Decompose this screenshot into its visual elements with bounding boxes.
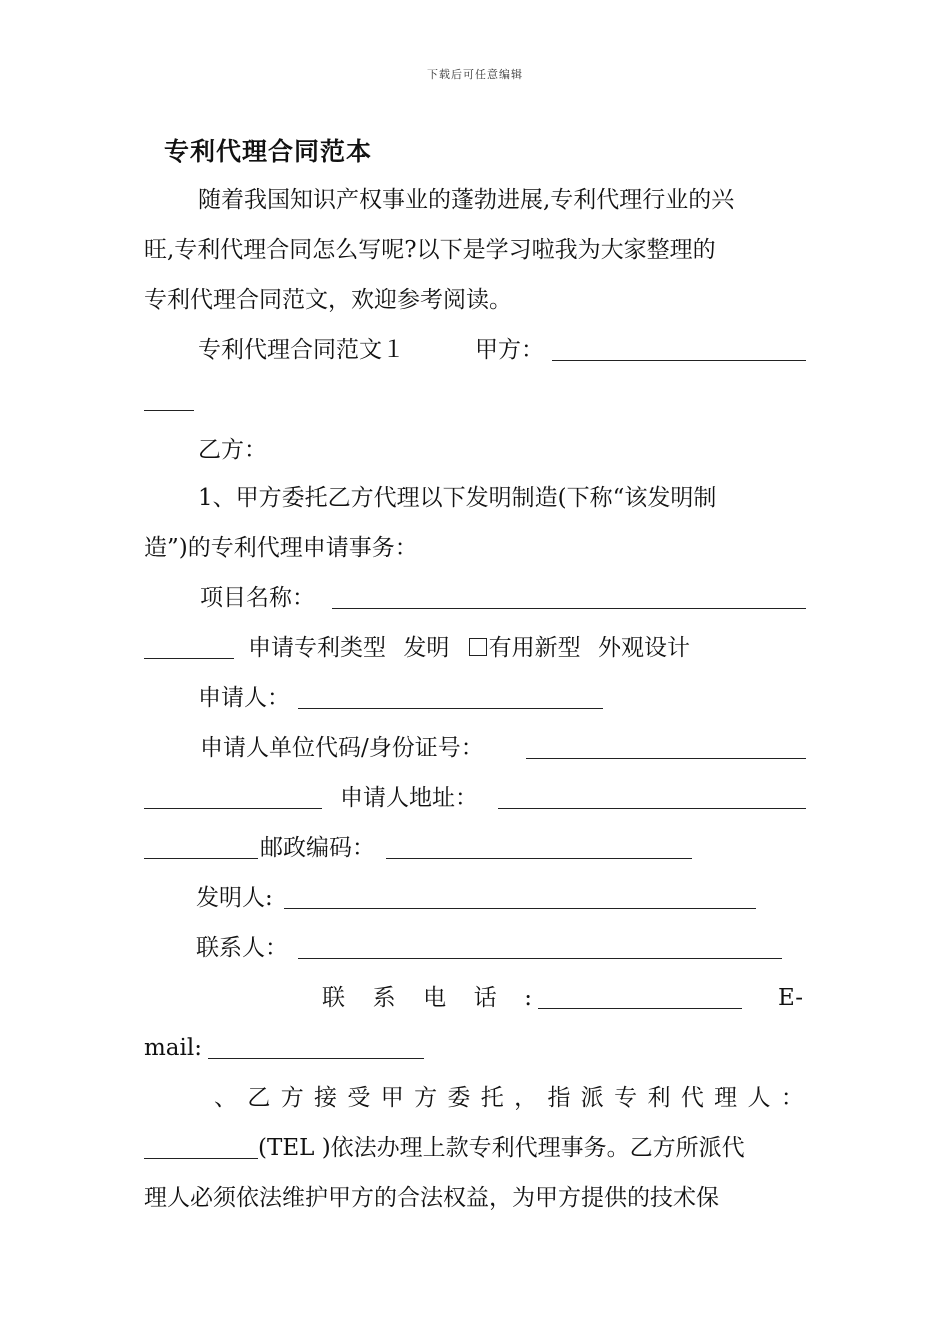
type-utility: 有用新型 (488, 635, 581, 661)
clause2-char: 利 (647, 1085, 671, 1111)
clause2-char: 代 (680, 1085, 704, 1111)
project-name-blank (332, 586, 806, 609)
phone-label (322, 984, 532, 1012)
contact-blank (298, 936, 782, 959)
clause2-char: ： (780, 1085, 804, 1111)
email-label: mail: (144, 1035, 202, 1061)
clause2-char: 方 (280, 1085, 304, 1111)
clause2-char: 派 (580, 1085, 604, 1111)
postcode-blank (386, 836, 692, 859)
patent-type-row (248, 634, 690, 662)
phone-char: : (524, 985, 532, 1011)
party-a-blank (552, 338, 806, 361)
clause2-char: ， (514, 1085, 538, 1111)
intro-line-1: 随着我国知识产权事业的蓬勃进展,专利代理行业的兴 (198, 187, 735, 213)
patent-type-label: 申请专利类型 (248, 635, 386, 661)
intro-line-2: 旺,专利代理合同怎么写呢?以下是学习啦我为大家整理的 (144, 237, 716, 263)
project-name-blank-cont (144, 636, 234, 659)
clause2-char: 甲 (380, 1085, 404, 1111)
inventor-blank (284, 886, 756, 909)
party-a-label: 甲方： (475, 337, 544, 363)
agent-blank (144, 1136, 258, 1159)
party-b-label: 乙方： (198, 437, 267, 463)
email-prefix: E- (778, 985, 803, 1011)
applicant-id-label: 申请人单位代码/身份证号： (200, 735, 484, 761)
clause2-char: 受 (347, 1085, 371, 1111)
clause2-char: 、 (214, 1085, 237, 1111)
applicant-label: 申请人： (198, 685, 290, 711)
checkbox-icon (469, 638, 487, 656)
phone-char: 联 (322, 985, 345, 1011)
clause2-char: 托 (480, 1085, 504, 1111)
party-a-blank-cont (144, 388, 194, 411)
type-invention: 发明 (403, 635, 450, 661)
clause2-char: 接 (314, 1085, 338, 1111)
applicant-id-blank (526, 736, 806, 759)
clause2-char: 专 (614, 1085, 638, 1111)
applicant-id-blank-cont (144, 786, 322, 809)
clause1-line-2: 造”)的专利代理申请事务： (144, 535, 418, 561)
type-design: 外观设计 (597, 635, 690, 661)
project-name-label: 项目名称： (200, 585, 315, 611)
phone-char: 系 (372, 985, 396, 1011)
clause1-line-1: 1、甲方委托乙方代理以下发明制造(下称“该发明制 (198, 485, 717, 511)
email-blank (208, 1036, 424, 1059)
applicant-address-label: 申请人地址： (340, 785, 478, 811)
intro-line-3: 专利代理合同范文，欢迎参考阅读。 (144, 287, 512, 313)
contact-label: 联系人： (196, 935, 288, 961)
postcode-label: 邮政编码： (260, 835, 375, 861)
contract-subtitle: 专利代理合同范文１ (198, 337, 405, 363)
clause2-char: 委 (447, 1085, 471, 1111)
clause2-char: 乙 (247, 1085, 271, 1111)
clause2-char: 方 (414, 1085, 438, 1111)
clause2-char: 指 (547, 1085, 571, 1111)
clause2-line-2: (TEL )依法办理上款专利代理事务。乙方所派代 (258, 1135, 745, 1161)
applicant-blank (298, 686, 603, 709)
clause2-char: 理 (714, 1085, 738, 1111)
document-title: 专利代理合同范本 (164, 137, 373, 166)
clause2-line-1 (214, 1084, 804, 1112)
phone-blank (538, 986, 742, 1009)
applicant-address-blank-cont (144, 836, 258, 859)
inventor-label: 发明人: (196, 885, 273, 911)
page-header: 下载后可任意编辑 (427, 68, 523, 81)
applicant-address-blank (498, 786, 806, 809)
phone-char: 电 (423, 985, 447, 1011)
phone-char: 话 (473, 985, 497, 1011)
clause2-line-3: 理人必须依法维护甲方的合法权益，为甲方提供的技术保 (144, 1185, 719, 1211)
clause2-char: 人 (747, 1085, 771, 1111)
